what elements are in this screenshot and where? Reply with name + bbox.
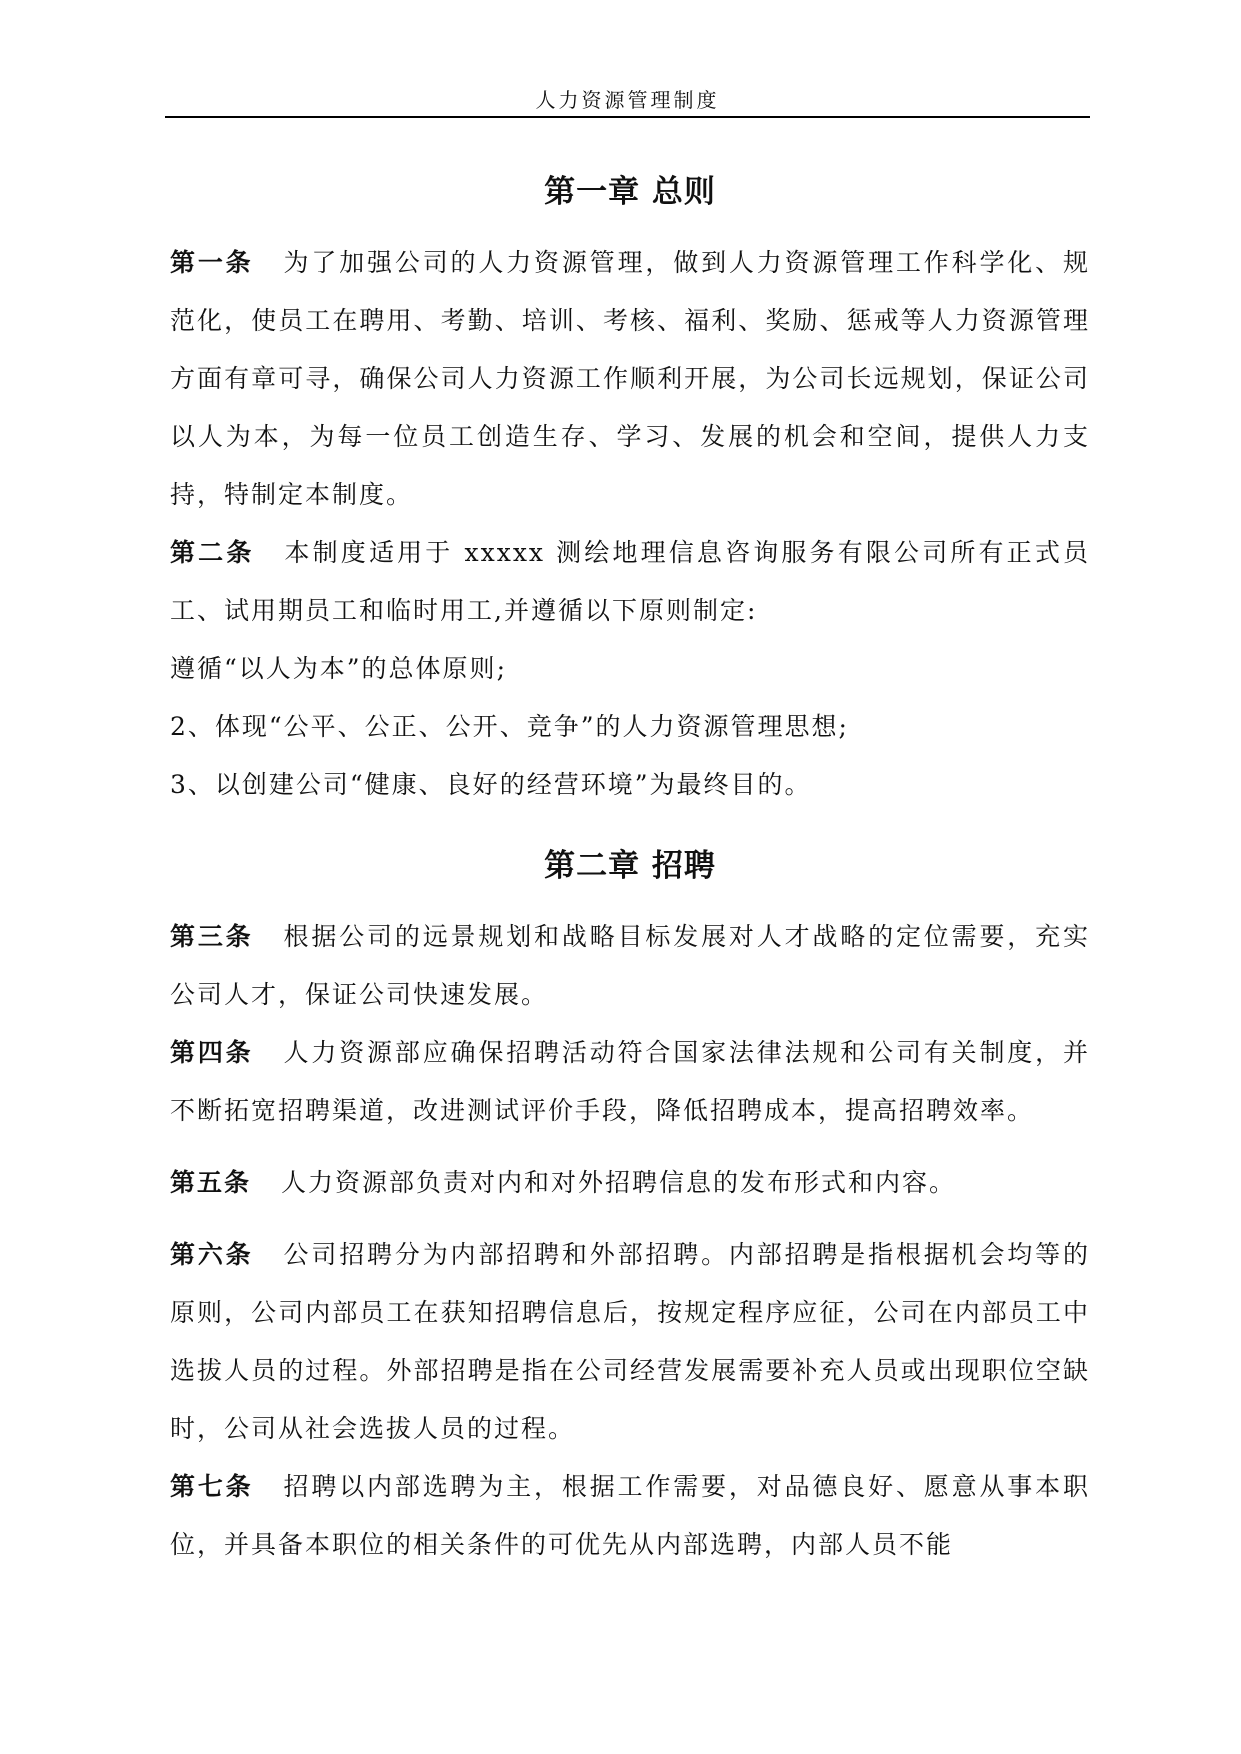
article-5: [170, 1154, 1090, 1212]
article-6: [170, 1226, 1090, 1458]
article-1: [170, 234, 1090, 524]
article-label: 第七条: [170, 1472, 254, 1501]
article-label: 第六条: [170, 1240, 254, 1269]
article-2: [170, 524, 1090, 640]
article-label: 第五条: [170, 1168, 252, 1197]
principle-item: 2、体现“公平、公正、公开、竞争”的人力资源管理思想;: [170, 712, 849, 741]
article-label: 第二条: [170, 538, 255, 567]
article-text: 招聘以内部选聘为主，根据工作需要，对品德良好、愿意从事本职位，并具备本职位的相关条件的可优先从内部选聘，内部人员不能: [170, 1472, 1090, 1559]
article-text: 本制度适用于 xxxxx 测绘地理信息咨询服务有限公司所有正式员工、试用期员工和临时用工,并遵循以下原则制定:: [170, 538, 1090, 625]
article-text: 人力资源部负责对内和对外招聘信息的发布形式和内容。: [281, 1168, 957, 1197]
article-label: 第三条: [170, 922, 254, 951]
article-label: 第四条: [170, 1038, 254, 1067]
article-7: [170, 1458, 1090, 1574]
article-4: [170, 1024, 1090, 1140]
chapter-title: 第一章 总则: [544, 174, 716, 210]
article-3: [170, 908, 1090, 1024]
header-divider: [165, 116, 1090, 118]
article-label: 第一条: [170, 248, 254, 277]
article-text: 根据公司的远景规划和战略目标发展对人才战略的定位需要，充实公司人才，保证公司快速发展。: [170, 922, 1090, 1009]
document-body: [170, 150, 1090, 1574]
principle-item: 3、以创建公司“健康、良好的经营环境”为最终目的。: [170, 770, 812, 799]
article-text: 为了加强公司的人力资源管理，做到人力资源管理工作科学化、规范化，使员工在聘用、考勤、培训、考核、福利、奖励、惩戒等人力资源管理方面有章可寻，确保公司人力资源工作顺利开展，为公司长远规划，保证公司以人为本，为每一位员工创造生存、学习、发展的机会和空间，提供人力支持，特制定本制度。: [170, 248, 1090, 509]
principle-item: 遵循“以人为本”的总体原则;: [170, 654, 507, 683]
article-text: 人力资源部应确保招聘活动符合国家法律法规和公司有关制度，并不断拓宽招聘渠道，改进测试评价手段，降低招聘成本，提高招聘效率。: [170, 1038, 1090, 1125]
article-text: 公司招聘分为内部招聘和外部招聘。内部招聘是指根据机会均等的原则，公司内部员工在获知招聘信息后，按规定程序应征，公司在内部员工中选拔人员的过程。外部招聘是指在公司经营发展需要补充人员或出现职位空缺时，公司从社会选拔人员的过程。: [170, 1240, 1090, 1443]
chapter-title: 第二章 招聘: [544, 848, 716, 884]
running-header: 人力资源管理制度: [535, 88, 720, 112]
